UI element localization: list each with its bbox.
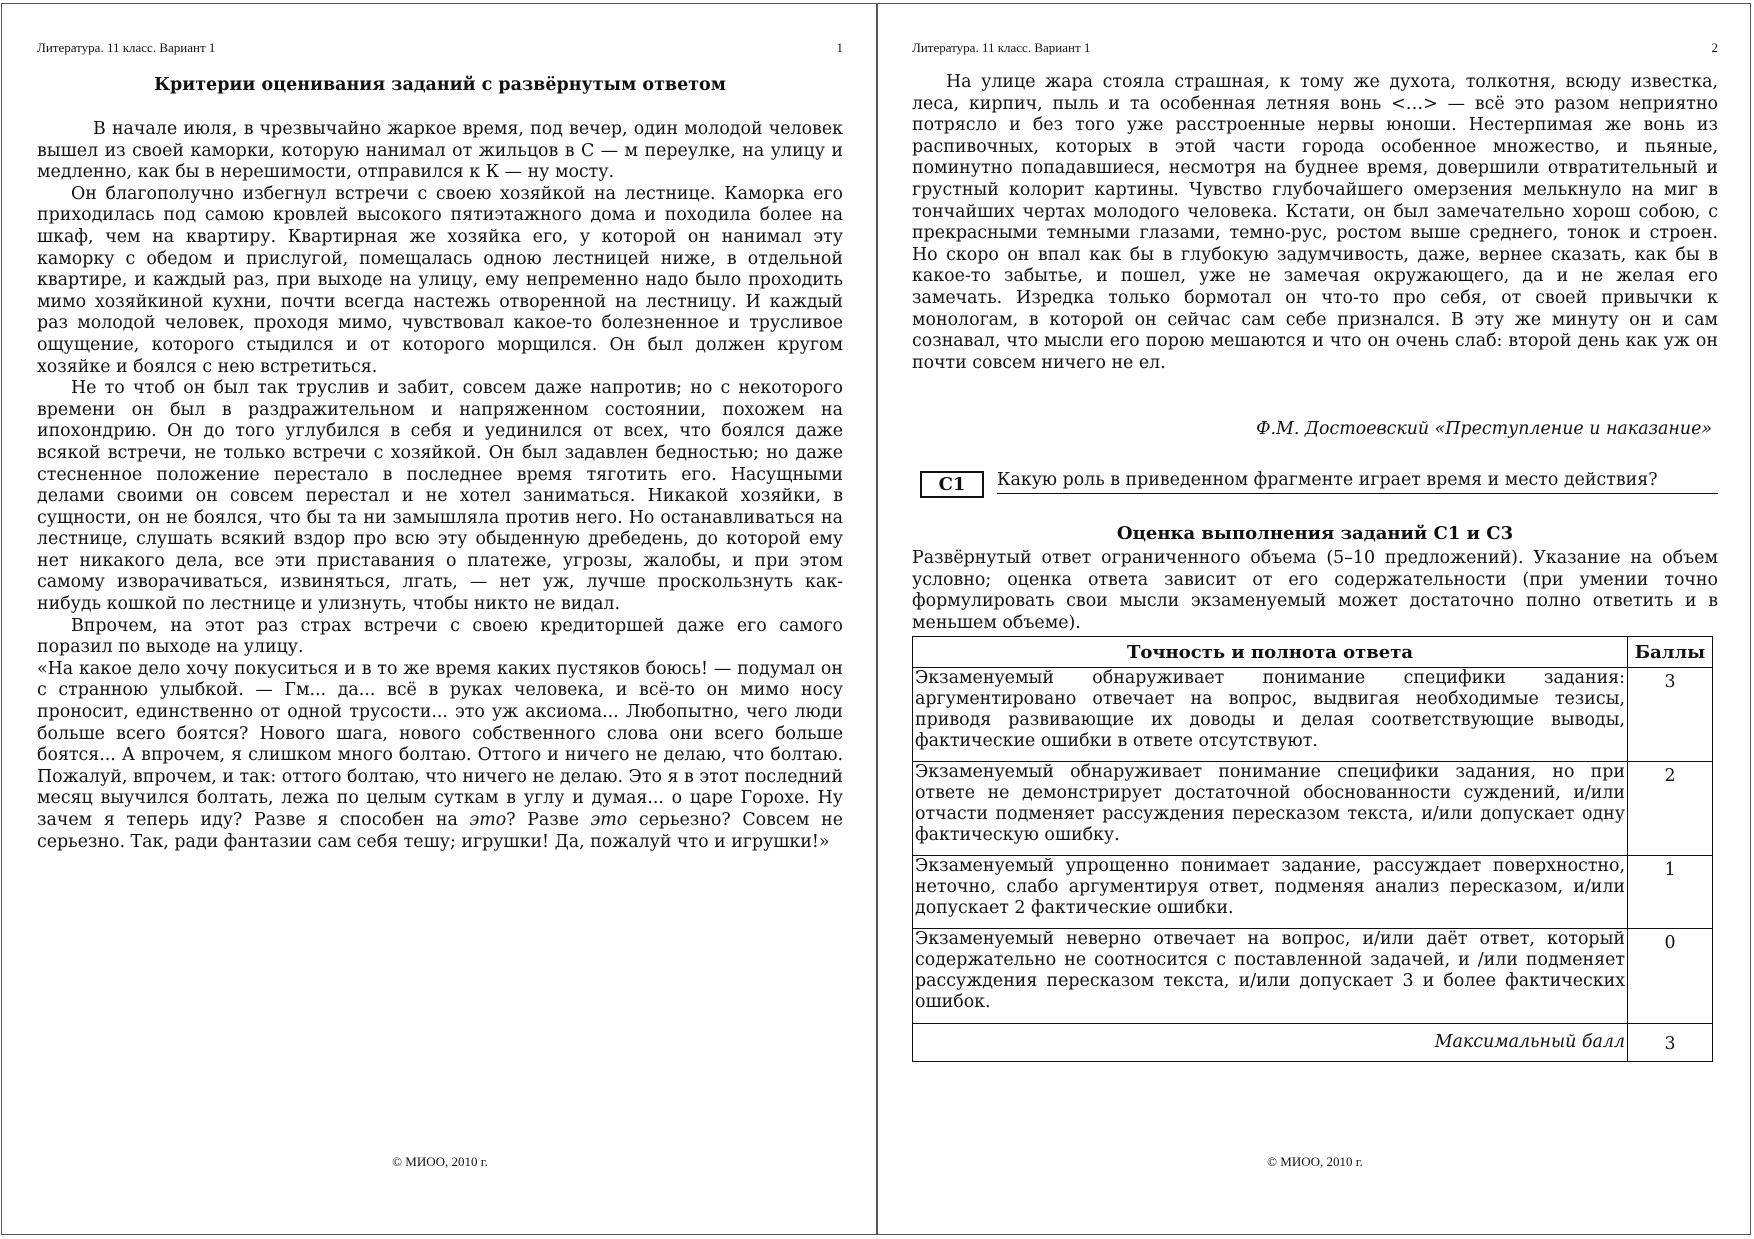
criterion-text: Экзаменуемый обнаруживает понимание специфики задания, но при ответе не демонстрирует достаточной обоснованности суждений, и/или отчасти подменяет рассуждения пересказом текста, и/или допускает одну фактическую ошибку. [913, 762, 1628, 856]
max-score-label: Максимальный балл [913, 1024, 1628, 1062]
criterion-points: 1 [1628, 856, 1713, 929]
page-header [912, 40, 1718, 56]
paragraph: В начале июля, в чрезвычайно жаркое время, под вечер, один молодой человек вышел из своей каморки, которую нанимал от жильцов в С — м переулке, на улицу и медленно, как бы в нерешимости, отправился к К — ну мосту. [37, 119, 843, 183]
quote-emphasis: это [590, 810, 628, 830]
max-score-value: 3 [1628, 1024, 1713, 1062]
page-divider [876, 3, 878, 1235]
page-number: 1 [836, 40, 843, 55]
text-body [37, 119, 843, 853]
paragraph: Впрочем, на этот раз страх встречи с своею кредиторшей даже его самого поразил по выходе на улицу. [37, 615, 843, 658]
criteria-table [912, 636, 1713, 1062]
paragraph: Он благополучно избегнул встречи с своею хозяйкой на лестнице. Каморка его приходилась под самою кровлей высокого пятиэтажного дома и походила более на шкаф, чем на квартиру. Квартирная же хозяйка его, у которой он нанимал эту каморку с обедом и прислугой, помещалась одною лестницей ниже, в отдельной квартире, и каждый раз, при выходе на улицу, ему непременно надо было проходить мимо хозяйкиной кухни, почти всегда настежь отворенной на лестницу. И каждый раз молодой человек, проходя мимо, чувствовал какое-то болезненное и трусливое ощущение, которого стыдился и от которого морщился. Он был должен кругом хозяйке и боялся с нею встретиться. [37, 183, 843, 377]
quote-text: ? Разве [506, 810, 591, 830]
criterion-text: Экзаменуемый обнаруживает понимание специфики задания: аргументировано отвечает на вопрос, выдвигая необходимые тезисы, приводя развивающие их доводы и делая соответствующие выводы, фактические ошибки в ответе отсутствуют. [913, 668, 1628, 762]
quote-text: «На какое дело хочу покуситься и в то же время каких пустяков боюсь! — подумал он с странною улыбкой. — Гм... да... всё в руках человека, и всё-то он мимо носу проносит, единственно от одной трусости... это уж аксиома... Любопытно, чего люди больше всего боятся? Нового шага, нового собственного слова они всего больше боятся... А впрочем, я слишком много болтаю. Оттого и ничего не делаю, что болтаю. Пожалуй, впрочем, и так: оттого болтаю, что ничего не делаю. Это я в этот последний месяц выучился болтать, лежа по целым суткам в углу и думая... о царе Горохе. Ну зачем я теперь иду? Разве я способен на [37, 658, 843, 830]
page-footer: © МИОО, 2010 г. [1267, 1154, 1363, 1169]
criterion-text: Экзаменуемый неверно отвечает на вопрос, и/или даёт ответ, который содержательно не соотносится с поставленной задачей, и /или подменяет рассуждения пересказом текста, и/или допускает 3 и более фактических ошибок. [913, 929, 1628, 1024]
col-points-header: Баллы [1628, 637, 1713, 668]
table-row [913, 929, 1713, 1024]
quote-emphasis: это [469, 810, 507, 830]
table-row [913, 856, 1713, 929]
paragraph: На улице жара стояла страшная, к тому же духота, толкотня, всюду известка, леса, кирпич, пыль и та особенная летняя вонь <…> — всё это разом неприятно потрясло и без того уже расстроенные нервы юноши. Нестерпимая же вонь из распивочных, которых в этой части города особенное множество, и пьяные, поминутно попадавшиеся, несмотря на буднее время, довершили отвратительный и грустный колорит картины. Чувство глубочайшего омерзения мелькнуло на миг в тончайших чертах молодого человека. Кстати, он был замечательно хорош собою, с прекрасными темными глазами, темно-рус, ростом выше среднего, тонок и строен. Но скоро он впал как бы в глубокую задумчивость, даже, вернее сказать, как бы в какое-то забытье, и пошел, уже не замечая окружающего, да и не желая его замечать. Изредка только бормотал он что-то про себя, от своей привычки к монологам, в которой он сейчас сам себе признался. В эту же минуту он и сам сознавал, что мысли его порою мешаются и что он очень слаб: второй день как уж он почти совсем ничего не ел. [912, 72, 1718, 373]
quote-paragraph [37, 659, 843, 853]
criterion-points: 3 [1628, 668, 1713, 762]
right-page [912, 0, 1718, 1239]
table-header-row [913, 637, 1713, 668]
quote-text: серьезно? Совсем не серьезно. Так, ради фантазии сам себя тешу; игрушки! Да, пожалуй что и игрушки!» [37, 810, 843, 852]
page-footer: © МИОО, 2010 г. [392, 1154, 488, 1169]
criterion-text: Экзаменуемый упрощенно понимает задание, рассуждает поверхностно, неточно, слабо аргументируя ответ, подменяя анализ пересказом, и/или допускает 2 фактические ошибки. [913, 856, 1628, 929]
paragraph: Не то чтоб он был так труслив и забит, совсем даже напротив; но с некоторого времени он был в раздражительном и напряженном состоянии, похожем на ипохондрию. Он до того углубился в себя и уединился от всех, что боялся даже всякой встречи, не только встречи с хозяйкой. Он был задавлен бедностью; но даже стесненное положение перестало в последнее время тяготить его. Насущными делами своими он совсем перестал и не хотел заниматься. Никакой хозяйки, в сущности, он не боялся, что бы та ни замышляла против него. Но останавливаться на лестнице, слушать всякий вздор про всю эту обыденную дребедень, до которой ему нет никакого дела, все эти приставания о платеже, угрозы, жалобы, и при этом самому изворачиваться, извиняться, лгать, — нет уж, лучше проскользнуть как-нибудь кошкой по лестнице и улизнуть, чтобы никто не видал. [37, 378, 843, 615]
page-title: Критерии оценивания заданий с развёрнутым ответом [154, 75, 726, 95]
task-question: Какую роль в приведенном фрагменте играет время и место действия? [997, 470, 1718, 494]
max-score-row [913, 1024, 1713, 1062]
page-header [37, 40, 843, 56]
task-label: С1 [920, 471, 984, 498]
criterion-points: 2 [1628, 762, 1713, 856]
attribution: Ф.М. Достоевский «Преступление и наказание» [1256, 419, 1712, 439]
header-title: Литература. 11 класс. Вариант 1 [912, 40, 1091, 55]
text-body [912, 72, 1718, 374]
table-row [913, 762, 1713, 856]
header-title: Литература. 11 класс. Вариант 1 [37, 40, 216, 55]
criterion-points: 0 [1628, 929, 1713, 1024]
col-criteria-header: Точность и полнота ответа [913, 637, 1628, 668]
left-page [37, 0, 843, 1239]
table-row [913, 668, 1713, 762]
eval-heading: Оценка выполнения заданий С1 и С3 [1116, 523, 1514, 544]
page-number: 2 [1711, 40, 1718, 55]
eval-text: Развёрнутый ответ ограниченного объема (5–10 предложений). Указание на объем условно; оценка ответа зависит от его содержательности (при умении точно формулировать свои мысли экзаменуемый может достаточно полно ответить и в меньшем объеме). [912, 548, 1718, 633]
